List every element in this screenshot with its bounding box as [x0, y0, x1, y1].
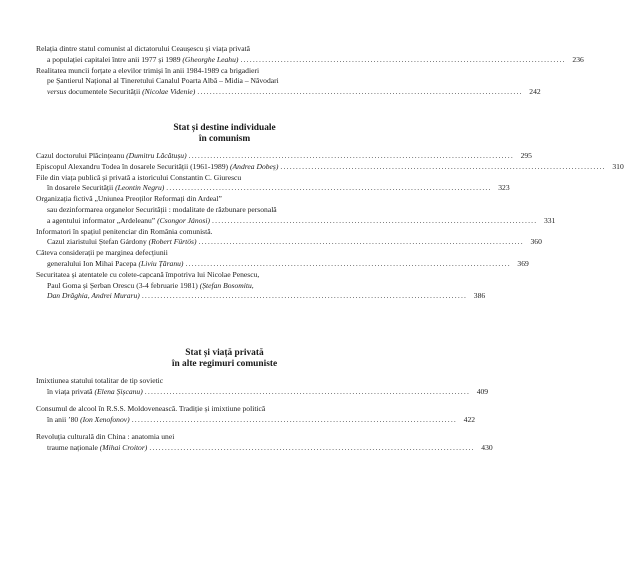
entry-title-line: Imixtiunea statului totalitar de tip sovietic	[36, 376, 164, 385]
leader-dots: .........................................................................................................	[141, 291, 468, 301]
leader-dots: .........................................................................................................	[197, 87, 523, 97]
entry-author: (Mihai Croitor)	[99, 442, 148, 452]
entry-title-line: în dosarele Securității	[47, 183, 114, 193]
toc-section2-entries	[36, 376, 493, 454]
entry-page-number: 323	[498, 183, 510, 193]
entry-title-line: documentele Securității	[68, 87, 141, 97]
entry-title-line: a populației capitalei între anii 1977 și 1989	[47, 54, 181, 64]
toc-entry	[36, 248, 529, 270]
leader-dots: .........................................................................................................	[198, 237, 524, 247]
entry-title-line: Episcopul Alexandru Todea în dosarele Securității (1961-1989)	[36, 161, 229, 171]
entry-title-line: Relația dintre statul comunist al dictatorului Ceaușescu și viața privată	[36, 44, 251, 53]
toc-entry	[36, 226, 542, 249]
entry-title-line: traume naționale	[47, 442, 98, 452]
entry-title-line: în anii ’80	[47, 414, 79, 424]
entry-title-line: Informatori în spațiul penitenciar din România comunistă.	[36, 226, 213, 236]
entry-author: (Andrea Dobeș)	[229, 161, 279, 171]
toc-entry	[36, 65, 541, 98]
entry-page-number: 369	[517, 258, 529, 268]
entry-page-number: 331	[543, 215, 556, 225]
entry-author: (Dumitru Lăcătușu)	[126, 151, 187, 160]
entry-author: (Gheorghe Leahu)	[182, 54, 239, 64]
entry-title-line: Cazul doctorului Plăcințeanu	[36, 151, 125, 160]
entry-page-number: 310	[612, 161, 624, 171]
leader-dots: .........................................................................................................	[144, 386, 471, 396]
toc-entry	[36, 44, 584, 66]
entry-page-number: 409	[476, 386, 489, 396]
leader-dots: .........................................................................................................	[212, 215, 538, 225]
section-title	[36, 123, 413, 145]
entry-title-line: Realitatea muncii forțate a elevilor trimiși în anii 1984-1989 ca brigadieri	[36, 65, 260, 75]
section-title-line: în alte regimuri comuniste	[171, 359, 278, 369]
entry-title-line: Securitatea și atentatele cu colete-capcană împotriva lui Nicolae Penescu,	[36, 269, 260, 279]
leader-dots: .........................................................................................................	[188, 151, 514, 160]
entry-author: (Ion Xenofonov)	[80, 414, 130, 424]
entry-page-number: 295	[520, 151, 532, 160]
entry-page-number: 422	[463, 414, 476, 424]
entry-title-line: Organizația fictivă „Uniunea Preoților Reformați din Ardeal”	[36, 194, 222, 204]
section-title-line: în comunism	[198, 134, 251, 144]
toc-entry	[36, 376, 489, 398]
entry-author: (Liviu Țăranu)	[138, 258, 184, 268]
toc-entry	[36, 172, 510, 195]
leader-dots: .........................................................................................................	[280, 161, 606, 171]
entry-page-number: 242	[529, 87, 541, 97]
entry-author: (Leontin Negru)	[115, 183, 165, 193]
entry-page-number: 386	[473, 291, 486, 301]
toc-top-group	[36, 44, 584, 98]
toc-entry	[36, 151, 532, 162]
entry-title-line: Paul Goma și Șerban Orescu (3-4 februarie 1981)	[47, 280, 198, 290]
entry-title-line: generalului Ion Mihai Pacepa	[47, 258, 137, 268]
toc-entry	[36, 432, 493, 454]
entry-title-line: sau dezinformarea organelor Securității : modalitate de răzbunare personală	[47, 204, 277, 214]
leader-dots: .........................................................................................................	[240, 54, 566, 64]
entry-page-number: 430	[481, 442, 493, 452]
toc-entry	[36, 269, 486, 302]
entry-page-number: 360	[530, 237, 542, 247]
entry-author: (Nicolae Videnie)	[142, 87, 196, 97]
entry-title-line: Consumul de alcool în R.S.S. Moldovenească. Tradiție și imixtiune politică	[36, 404, 266, 414]
entry-title-line: File din viața publică și privată a istoricului Constantin C. Giurescu	[36, 172, 242, 182]
leader-dots: .........................................................................................................	[166, 183, 492, 193]
toc-entry	[36, 194, 556, 226]
entry-title-line: Câteva considerații pe marginea defecțiunii	[36, 248, 168, 258]
entry-title-line: Revoluția culturală din China : anatomia unei	[36, 432, 175, 442]
entry-title-line: pe Șantierul Național al Tineretului Canalul Poarta Albă – Midia – Năvodari	[47, 76, 279, 86]
entry-author: (Csongor Jánosi)	[157, 215, 211, 225]
entry-page-number: 236	[572, 54, 584, 64]
entry-author: (Ștefan Bosomitu,	[199, 280, 254, 290]
section-title	[36, 348, 413, 370]
entry-title-line: Cazul ziaristului Ștefan Gárdony	[47, 237, 147, 247]
toc-section1-entries	[36, 151, 624, 302]
entry-title-line: în viața privată	[47, 386, 93, 396]
entry-author: (Robert Fürtös)	[148, 237, 197, 247]
entry-versus: versus	[47, 87, 67, 97]
section-title-line: Stat și destine individuale	[173, 123, 276, 133]
entry-author: Dan Drăghia, Andrei Muraru)	[47, 291, 140, 301]
leader-dots: .........................................................................................................	[131, 414, 458, 424]
leader-dots: .........................................................................................................	[149, 442, 475, 452]
entry-title-line: a agentului informator „Ardeleanu”	[47, 215, 156, 225]
toc-entry	[36, 404, 476, 426]
section-title-line: Stat și viață privată	[185, 348, 264, 358]
entry-author: (Elena Șișcanu)	[94, 386, 143, 396]
toc-entry	[36, 161, 624, 173]
leader-dots: .........................................................................................................	[185, 258, 511, 268]
